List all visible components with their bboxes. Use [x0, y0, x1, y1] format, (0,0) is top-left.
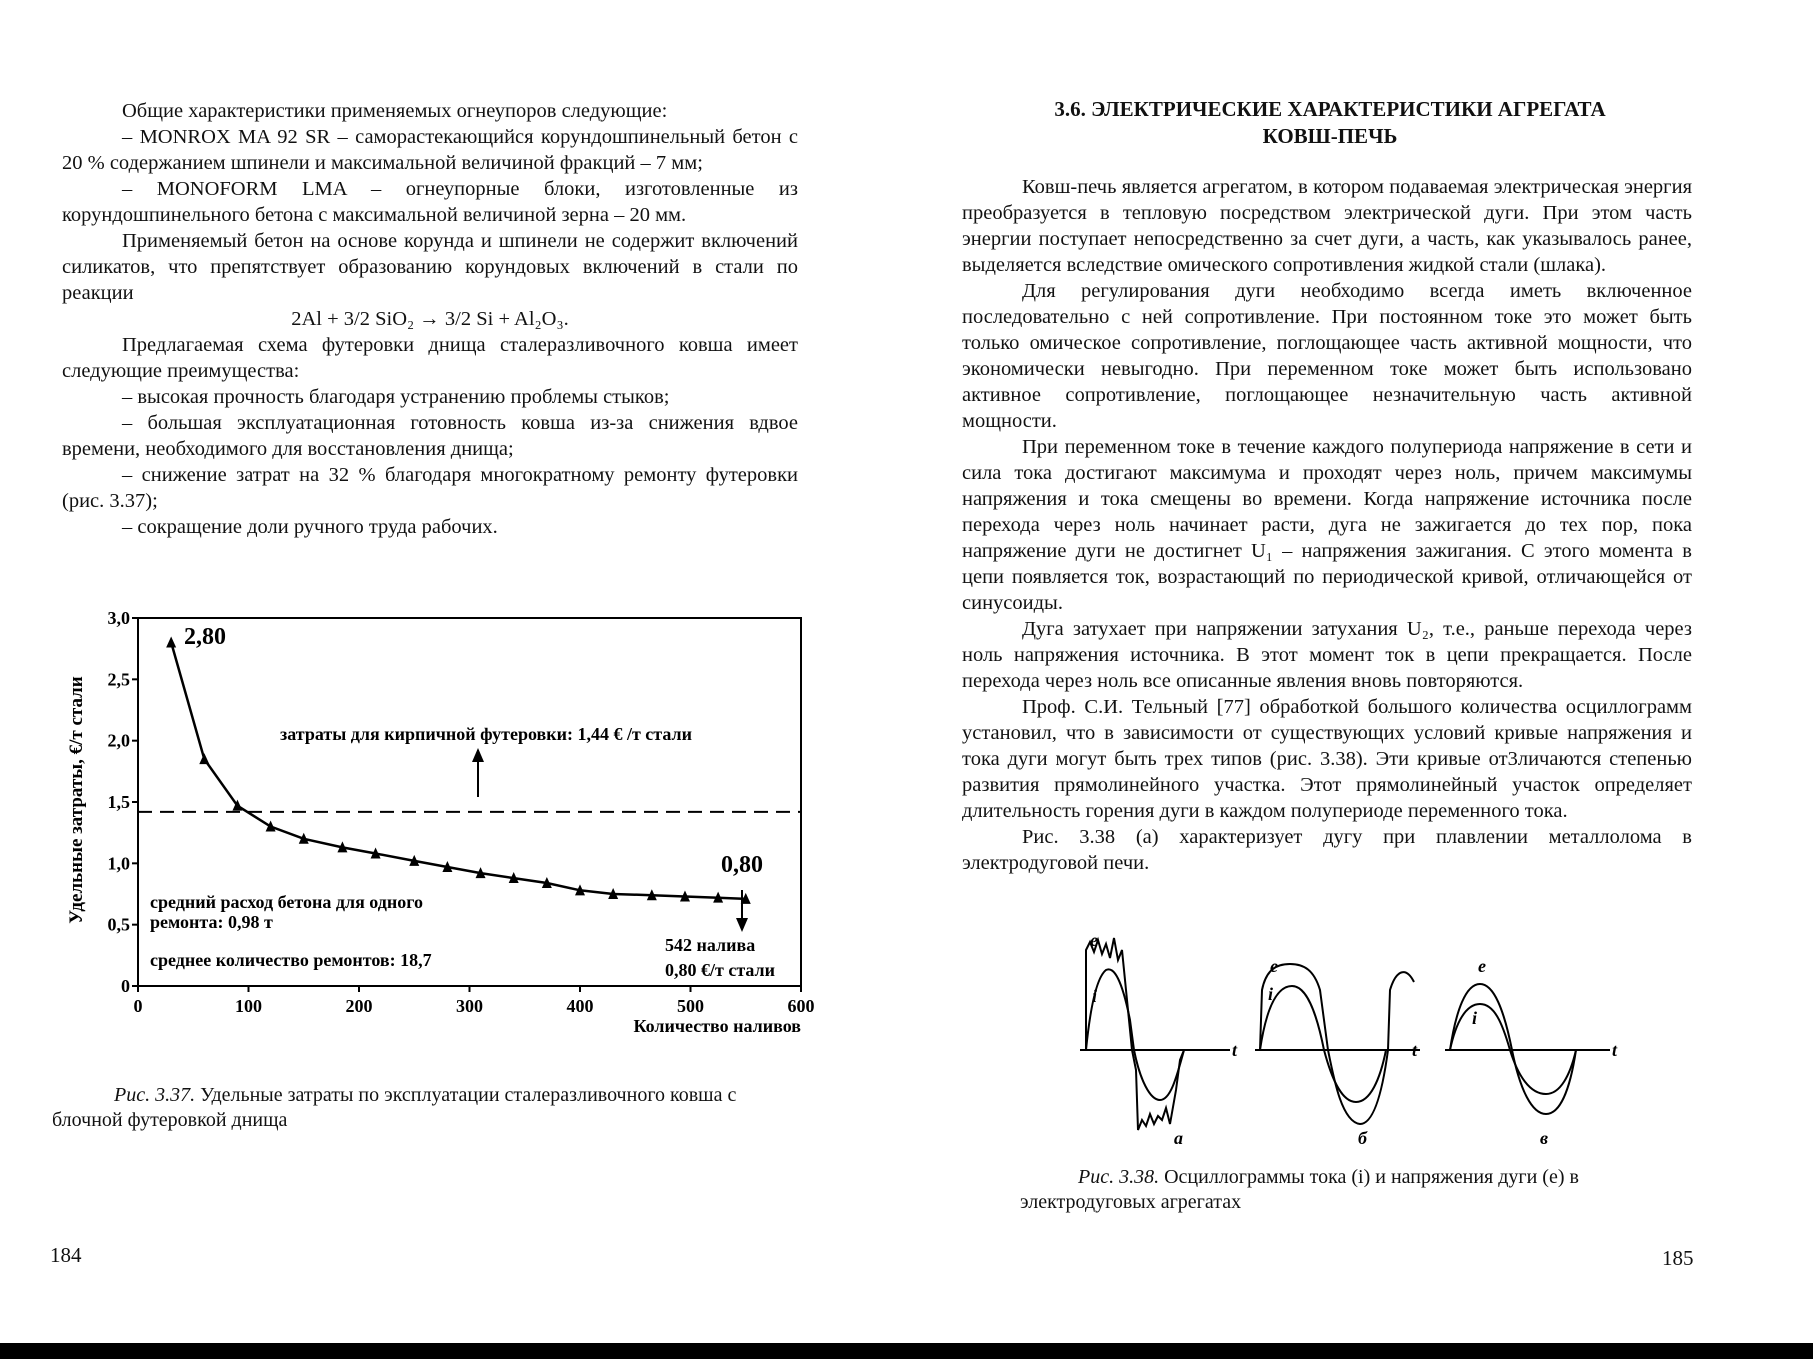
label-a: а: [1174, 1128, 1183, 1148]
label-e: e: [1270, 956, 1278, 976]
list-item: – MONOFORM LMA – огнеупорные блоки, изготовленные из корундошпинельного бетона с максимальной величиной зерна – 20 мм.: [62, 178, 798, 226]
y-tick-label: 3,0: [107, 608, 130, 628]
avg-concrete-annotation-2: ремонта: 0,98 т: [150, 912, 273, 932]
section-heading: [1020, 96, 1640, 150]
paragraph: Рис. 3.38 (а) характеризует дугу при плавлении металлолома в электродуговой печи.: [962, 826, 1692, 874]
reaction-formula: 2Al + 3/2 SiO₂ → 3/2 Si + Al₂O₃.: [291, 308, 569, 330]
data-point: [199, 753, 209, 764]
brick-cost-annotation: затраты для кирпичной футеровки: 1,44 € /т стали: [280, 724, 692, 744]
left-page: [0, 0, 900, 1359]
paragraph: Ковш-печь является агрегатом, в котором подаваемая электрическая энергия преобразуется в тепловую посредством электрической дуги. При этом часть энергии поступает непосредственно за счет дуги, а часть, как указывалось ранее, выделяется вследствие омического сопротивления жидкой стали (шлака).: [962, 176, 1692, 276]
cost-chart: [60, 600, 820, 1050]
caption-prefix: Рис. 3.37.: [114, 1084, 196, 1106]
data-point: [266, 821, 276, 832]
label-i: i: [1472, 1008, 1478, 1028]
label-t: t: [1412, 1040, 1418, 1060]
paragraph: Дуга затухает при напряжении затухания U₂, т.е., раньше перехода через ноль напряжения источника. В этот момент ток в цепи прекращается. После перехода через ноль все описанные явления вновь повторяются.: [962, 618, 1692, 692]
scan-bottom-edge: [0, 1343, 1813, 1359]
label-i: i: [1268, 984, 1274, 1004]
paragraph: Применяемый бетон на основе корунда и шпинели не содержит включений силикатов, что препятствует образованию корундовых включений в стали по реакции: [62, 230, 798, 304]
list-item: – высокая прочность благодаря устранению проблемы стыков;: [122, 386, 670, 408]
x-tick-label: 400: [566, 996, 594, 1016]
x-tick-label: 0: [133, 996, 143, 1016]
x-tick-label: 100: [235, 996, 262, 1016]
label-e: e: [1478, 956, 1486, 976]
oscillogram-b: [1255, 956, 1420, 1148]
paragraph: Для регулирования дуги необходимо всегда иметь включенное последовательно с ней сопротивление. При постоянном токе это может быть только омическое сопротивление, поглощающее часть активной мощности, что экономически невыгодно. При переменном токе может быть использовано активное сопротивление, поглощающее незначительную часть активной мощности.: [962, 280, 1692, 432]
left-body-text: [62, 98, 798, 540]
avg-repairs-annotation: среднее количество ремонтов: 18,7: [150, 950, 432, 970]
y-tick-label: 2,5: [107, 669, 130, 690]
data-point: [166, 637, 176, 648]
label-b: б: [1358, 1128, 1367, 1148]
label-t: t: [1612, 1040, 1618, 1060]
end-value-label: 0,80: [721, 852, 763, 878]
series-line: [171, 643, 746, 899]
x-tick-label: 500: [677, 996, 704, 1016]
y-tick-label: 1,5: [107, 792, 130, 812]
right-body-text: [962, 174, 1692, 876]
label-v: в: [1540, 1128, 1549, 1148]
x-tick-label: 300: [456, 996, 483, 1016]
caption-prefix: Рис. 3.38.: [1078, 1166, 1160, 1188]
oscillograms-figure: [1080, 930, 1640, 1150]
series-points: [166, 637, 751, 904]
x-axis-label: Количество наливов: [633, 1016, 801, 1036]
list-item: – снижение затрат на 32 % благодаря многократному ремонту футеровки (рис. 3.37);: [62, 464, 798, 512]
heading-line-1: 3.6. ЭЛЕКТРИЧЕСКИЕ ХАРАКТЕРИСТИКИ АГРЕГАТА: [1054, 97, 1606, 121]
pours-annotation: 542 налива: [665, 935, 756, 955]
page-number: 185: [1662, 1246, 1694, 1270]
start-value-label: 2,80: [184, 624, 226, 650]
list-item: – большая эксплуатационная готовность ковша из-за снижения вдвое времени, необходимого для восстановления днища;: [62, 412, 798, 460]
paragraph: Предлагаемая схема футеровки днища сталеразливочного ковша имеет следующие преимущества:: [62, 334, 798, 382]
arrow-head-up: [472, 748, 484, 762]
arrow-head-down: [736, 918, 748, 932]
pours-cost-annotation: 0,80 €/т стали: [665, 960, 776, 980]
x-tick-label: 200: [345, 996, 373, 1016]
y-tick-label: 2,0: [107, 730, 130, 751]
figure-caption-3-38: [1020, 1165, 1680, 1215]
caption-text: Осциллограммы тока (i) и напряжения дуги (e) в электродуговых агрегатах: [1020, 1166, 1579, 1213]
caption-text: Удельные затраты по эксплуатации сталеразливочного ковша с блочной футеровкой днища: [52, 1084, 737, 1131]
avg-concrete-annotation-1: средний расход бетона для одного: [150, 892, 423, 912]
list-item: – MONROX MA 92 SR – саморастекающийся корундошпинельный бетон с 20 % содержанием шпинели и максимальной величиной фракций – 7 мм;: [62, 126, 798, 174]
y-tick-label: 0: [121, 976, 130, 996]
y-tick-label: 1,0: [107, 853, 130, 874]
y-axis-label: Удельные затраты, €/т стали: [66, 676, 87, 924]
paragraph: Проф. С.И. Тельный [77] обработкой большого количества осциллограмм установил, что в зависимости от существующих условий кривые напряжения и тока дуги могут быть трех типов (рис. 3.38). Эти кривые от3личаются степенью развития прямолинейного участка. Этот прямолинейный участок определяет длительность горения дуги в каждом полупериоде переменного тока.: [962, 696, 1692, 822]
x-tick-label: 600: [787, 996, 815, 1016]
oscillogram-a: [1080, 930, 1238, 1148]
y-tick-label: 0,5: [107, 914, 130, 935]
x-axis-ticks: [134, 986, 815, 1016]
label-t: t: [1232, 1040, 1238, 1060]
label-e: e: [1090, 930, 1098, 950]
paragraph: Общие характеристики применяемых огнеупоров следующие:: [122, 100, 668, 122]
label-i: i: [1092, 986, 1098, 1006]
heading-line-2: КОВШ-ПЕЧЬ: [1262, 124, 1398, 148]
figure-caption-3-37: [52, 1083, 772, 1133]
oscillogram-v: [1445, 956, 1618, 1148]
page-number: 184: [50, 1243, 82, 1267]
y-axis-ticks: [108, 608, 139, 996]
list-item: – сокращение доли ручного труда рабочих.: [122, 516, 498, 538]
paragraph: При переменном токе в течение каждого полупериода напряжение в сети и сила тока достигают максимума и проходят через ноль, причем максимумы напряжения и тока смещены во времени. Когда напряжение источника после перехода через ноль начинает расти, дуга не зажигается до тех пор, пока напряжение дуги не достигнет U₁ – напряжения зажигания. С этого момента в цепи появляется ток, возрастающий по периодической кривой, отличающейся от синусоиды.: [962, 436, 1692, 614]
